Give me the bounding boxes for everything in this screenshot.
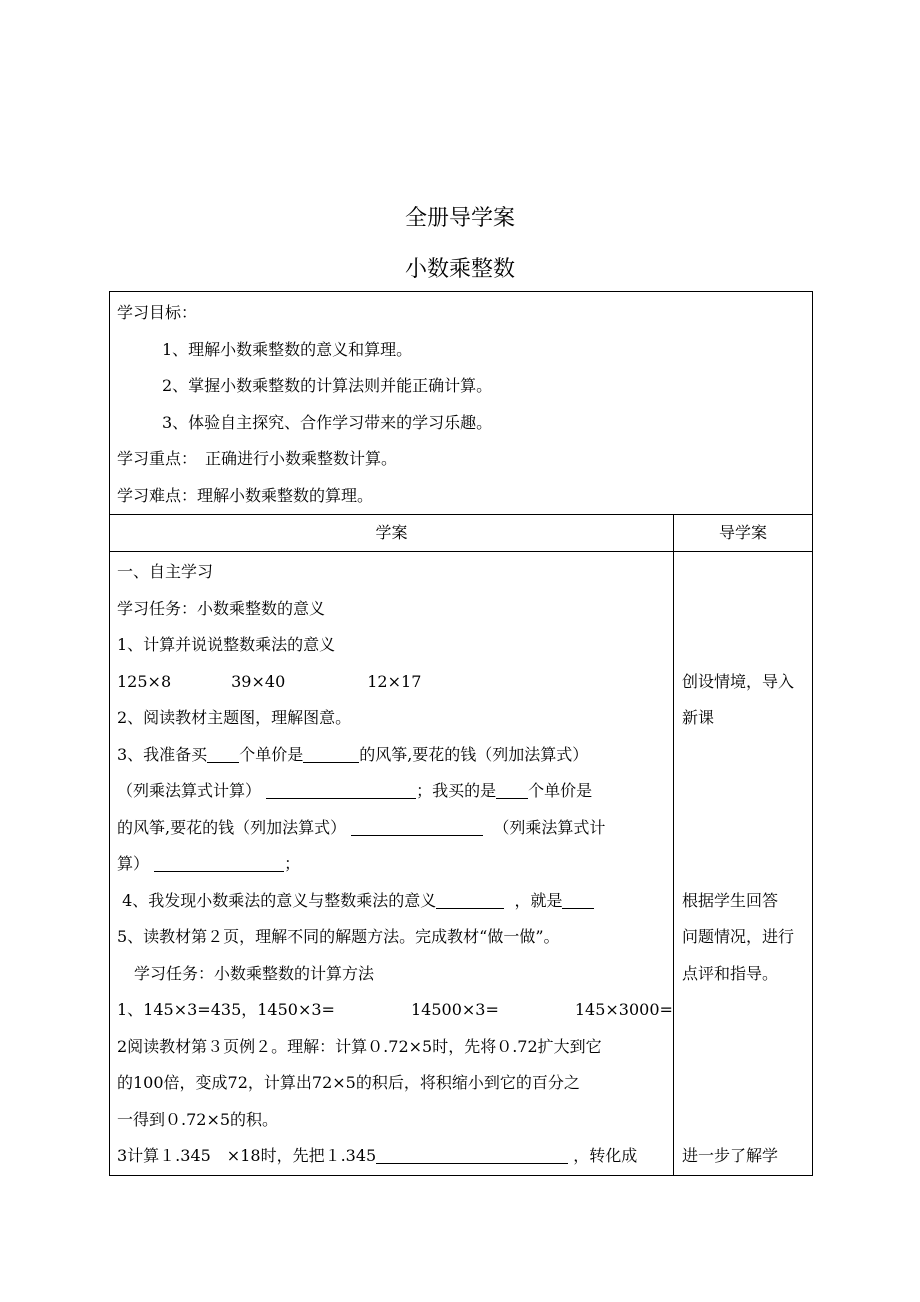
right-column (674, 552, 813, 1176)
note-2-line-3: 点评和指导。 (682, 963, 779, 983)
key-point: 学习重点： 正确进行小数乘整数计算。 (117, 449, 398, 468)
lesson-table (109, 291, 813, 1176)
note-1-line-2: 新课 (682, 708, 715, 727)
page-subtitle: 小数乘整数 (404, 257, 515, 282)
header-row (110, 515, 813, 552)
question-3b: 3计算１.345 ×18时，先把１.345 ，转化成 (110, 1138, 673, 1175)
blank (496, 778, 528, 799)
blank (562, 888, 594, 909)
goal-item-2: 2、掌握小数乘整数的计算法则并能正确计算。 (162, 376, 493, 395)
note-2-line-1: 根据学生回答 (682, 890, 779, 910)
difficulty: 学习难点：理解小数乘整数的算理。 (117, 485, 374, 505)
blank (376, 1143, 568, 1164)
question-3-line-1: 3、我准备买 个单价是 的风筝,要花的钱（列加法算式） (110, 737, 673, 774)
question-4: 4、我发现小数乘法的意义与整数乘法的意义 ，就是 (110, 883, 673, 920)
calc-row-1: 125×8 39×40 12×17 (117, 671, 422, 691)
note-2-line-2: 问题情况，进行 (682, 927, 795, 946)
question-1: 1、计算并说说整数乘法的意义 (117, 635, 336, 654)
question-2: 2、阅读教材主题图，理解图意。 (117, 708, 352, 727)
example-line-1: 2阅读教材第３页例２。理解：计算０.72×5时，先将０.72扩大到它 (117, 1036, 602, 1056)
goals-row (110, 292, 813, 515)
left-column (110, 552, 674, 1176)
blank (154, 851, 284, 872)
blank (207, 742, 239, 763)
blank (351, 815, 483, 836)
blank (266, 778, 416, 799)
goal-item-1: 1、理解小数乘整数的意义和算理。 (162, 339, 413, 359)
calc-row-2: 1、145×3=435，1450×3= 14500×3= 145×3000= (117, 1000, 673, 1019)
example-line-3: 一得到０.72×5的积。 (117, 1109, 279, 1129)
content-row (110, 552, 813, 1176)
question-5: 5、读教材第２页，理解不同的解题方法。完成教材“做一做”。 (117, 927, 560, 946)
page-title: 全册导学案 (404, 206, 515, 231)
question-3-line-3: 的风筝,要花的钱（列加法算式） （列乘法算式计 (110, 810, 673, 847)
goal-item-3: 3、体验自主探究、合作学习带来的学习乐趣。 (162, 412, 493, 432)
blank (436, 888, 504, 909)
note-3: 进一步了解学 (682, 1146, 779, 1165)
header-right: 导学案 (674, 515, 813, 552)
task-heading-2: 学习任务：小数乘整数的计算方法 (134, 963, 375, 983)
example-line-2: 的100倍，变成72，计算出72×5的积后，将积缩小到它的百分之 (117, 1073, 580, 1092)
note-1-line-1: 创设情境，导入 (682, 671, 795, 691)
question-3-line-4: 算） ； (110, 846, 673, 883)
blank (303, 742, 359, 763)
goals-label: 学习目标： (117, 303, 198, 322)
task-heading-1: 学习任务：小数乘整数的意义 (117, 598, 326, 618)
question-3-line-2: （列乘法算式计算） ；我买的是 个单价是 (110, 773, 673, 810)
header-left: 学案 (110, 515, 674, 552)
section-heading: 一、自主学习 (117, 562, 214, 581)
